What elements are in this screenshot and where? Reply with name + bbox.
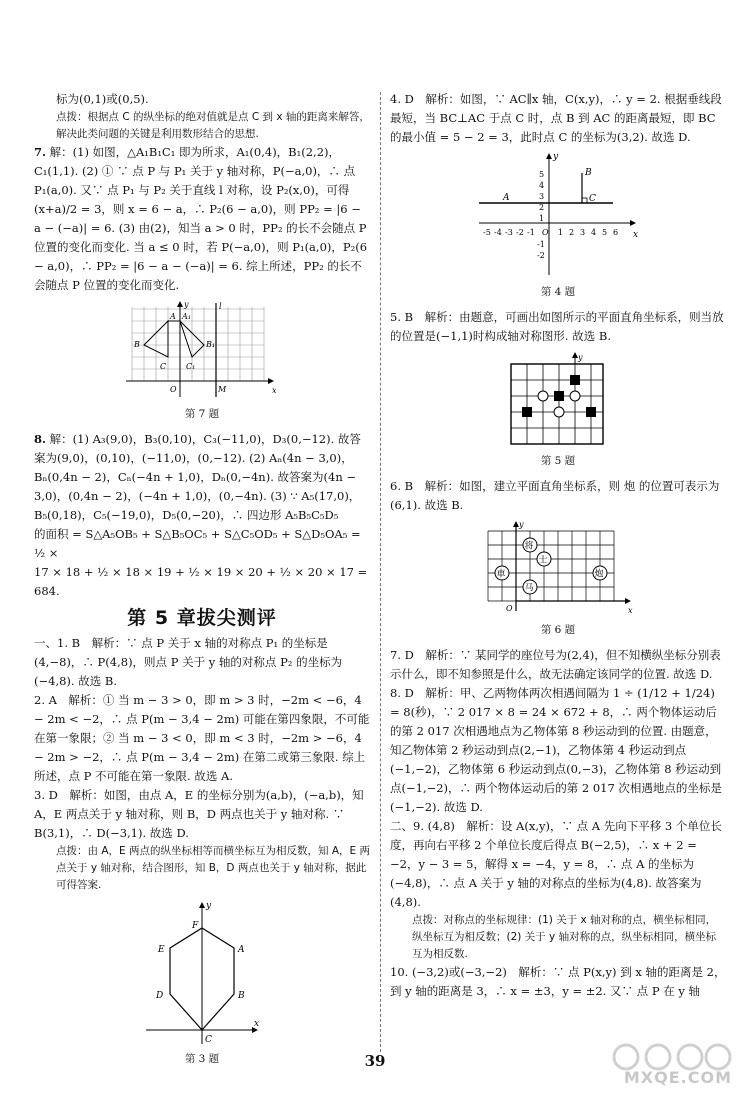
section1-question-2: 2. A 解析：① 当 m − 3 > 0，即 m > 3 时，−2m < −6，4 − 2m < −2，∴ 点 P(m − 3,4 − 2m) 可能在第四象限，不可能在第一象限；② 当 m − 3 < 0，即 m < 3 时，−2m > −6，4 − 2m > −2，∴ 点 P(m − 3,4 − 2m) 在第二或第三象限. 综上所述，点 P 不可能在第一象限. 故选 A. [34,693,370,783]
svg-text:1: 1 [539,214,545,223]
label-x: x [628,606,633,615]
svg-text:-2: -2 [537,251,545,260]
piece-shi: 士 [538,555,548,566]
label-D: D [156,991,164,1001]
svg-text:3: 3 [539,192,545,201]
question-6: 6. B 解析：如图，建立平面直角坐标系，则 炮 的位置可表示为(6,1). 故选 B. [390,479,720,512]
label-y: y [206,901,212,911]
question-10: 10. (−3,2)或(−3,−2) 解析：∵ 点 P(x,y) 到 x 轴的距离是 2，到 y 轴的距离是 3，∴ x = ±3，y = ±2. 又∵ 点 P 在 y 轴 [390,965,726,998]
label-B: B [134,340,140,349]
tip-note: 点拨：对称点的坐标规律：(1) 关于 x 轴对称的点，横坐标相同，纵坐标互为相反数；(2) 关于 y 轴对称的点，纵坐标相同，横坐标互为相反数. [412,914,717,960]
left-column [34,90,370,1075]
label-x: x [254,1019,260,1029]
figure-caption: 第 6 题 [540,624,576,636]
piece-che: 車 [496,569,506,580]
label-y: y [553,152,559,162]
piece-ma: 马 [524,583,534,594]
section2-question-9: 二、9. (4,8) 解析：设 A(x,y)，∵ 点 A 先向下平移 3 个单位长度，再向右平移 2 个单位长度后得点 B(−2,5)，∴ x + 2 = −2，y − 3 = 5，解得 x = −4，y = 8，∴ 点 A 的坐标为(−4,8)，∴ 点 A 关于 y 轴的对称点的坐标为(4,8). 故答案为(4,8). [390,819,722,909]
svg-text:5: 5 [539,170,545,179]
question-text: 解：(1) 如图，△A₁B₁C₁ 即为所求，A₁(0,4)，B₁(2,2)，C₁(1,1). (2) ① ∵ 点 P 与 P₁ 关于 y 轴对称，P(−a,0)，∴ 点 P₁(a,0). 又∵ 点 P₁ 与 P₂ 关于直线 l 对称，设 P₂(x,0)，可得 (x+a)/2 = 3，则 x = 6 − a，∴ P₂(6 − a,0)，则 PP₂ = |6 − a − (−a)| = 6. (3) 由(2)，知当 a > 0 时，PP₂ 的长不会随点 P 位置的变化而变化. 当 a ≤ 0 时，若 P(−a,0)，则 P₁(a,0)，P₂(6 − a,0)，∴ PP₂ = |6 − a − (−a)| = 6. 综上所述，PP₂ 的长不会随点 P 位置的变化而变化. [34,145,368,292]
figure-caption: 第 7 题 [184,408,220,420]
tip-note: 点拨：由 A，E 两点的纵坐标相等而横坐标互为相反数，知 A，E 两点关于 y 轴对称，结合图形，知 B，D 两点也关于 y 轴对称，据此可得答案. [56,845,370,891]
label-B1: B₁ [206,340,216,349]
figure-caption: 第 5 题 [540,455,576,467]
question-text: 解：(1) A₃(9,0)，B₃(0,10)，C₃(−11,0)，D₃(0,−12). 故答案为(9,0)，(0,10)，(−11,0)，(0,−12). (2) Aₙ(4n − 3,0)，Bₙ(0,4n − 2)，Cₙ(−4n + 1,0)，Dₙ(0,−4n). 故答案为(4n − 3,0)，(0,4n − 2)，(−4n + 1,0)，(0,−4n). (3) ∵ A₅(17,0)，B₅(0,18)，C₅(−19,0)，D₅(0,−20)，∴ 四边形 A₅B₅C₅D₅ [34,432,361,522]
svg-text:4: 4 [539,181,545,190]
page-number: 39 [364,1052,386,1070]
svg-text:3: 3 [580,228,586,237]
label-A: A [170,312,176,321]
question-8 [34,430,370,525]
label-O: O [506,604,513,613]
watermark-text: MXQE.COM [623,1068,732,1087]
label-F: F [192,921,199,931]
question-7: 7. D 解析：∵ 某同学的座位号为(2,4)，但不知横纵坐标分别表示什么，即不知参照是什么，故无法确定该同学的位置. 故选 D. [390,648,721,681]
label-O: O [542,228,549,237]
svg-text:1: 1 [558,228,564,237]
label-C1: C₁ [186,362,196,371]
label-A: A [238,945,245,955]
section1-question-1: 一、1. B 解析：∵ 点 P 关于 x 轴的对称点 P₁ 的坐标是(4,−8)，∴ P(4,8)，则点 P 关于 y 轴的对称点 P₂ 的坐标为(−4,8). 故选 B. [34,636,343,688]
question-7 [34,143,370,295]
label-O: O [170,385,177,394]
question-number: 8. [34,432,47,446]
label-M: M [218,385,227,394]
svg-text:-4: -4 [494,228,502,237]
label-B: B [238,991,245,1001]
label-x: x [633,230,639,240]
area-formula: 的面积 = S△A₅OB₅ + S△B₅OC₅ + S△C₅OD₅ + S△D₅OA₅ = ½ × [34,527,361,560]
figure-6-chess-board [478,519,638,619]
tip-note: 点拨：根据点 C 的纵坐标的绝对值就是点 C 到 x 轴的距离来解答，解决此类问题的关键是利用数形结合的思想. [56,111,370,140]
svg-text:2: 2 [569,228,575,237]
svg-text:4: 4 [591,228,597,237]
svg-text:6: 6 [613,228,619,237]
label-A1: A₁ [182,312,191,321]
label-C: C [589,194,596,204]
column-divider [380,92,381,1052]
question-5: 5. B 解析：由题意，可画出如图所示的平面直角坐标系，则当放的位置是(−1,1)时构成轴对称图形. 故选 B. [390,310,724,343]
label-x: x [272,386,277,395]
svg-text:-2: -2 [516,228,524,237]
paragraph: 标为(0,1)或(0,5). [56,92,149,106]
area-formula-result: 17 × 18 + ½ × 18 × 19 + ½ × 19 × 20 + ½ × 20 × 17 = 684. [34,565,368,598]
section1-question-3: 3. D 解析：如图，由点 A，E 的坐标分别为(a,b)，(−a,b)，知 A，E 两点关于 y 轴对称，则 B，D 两点也关于 y 轴对称. ∵ B(3,1)，∴ D(−3,1). 故选 D. [34,788,364,840]
piece-jiang: 将 [524,541,534,552]
svg-text:-1: -1 [537,240,545,249]
label-E: E [158,945,165,955]
svg-text:2: 2 [539,203,545,212]
figure-3-hexagon [142,898,262,1048]
svg-text:-3: -3 [505,228,513,237]
svg-text:5: 5 [602,228,608,237]
piece-pao: 炮 [594,569,604,580]
label-C: C [205,1035,212,1045]
svg-text:-5: -5 [483,228,491,237]
question-8: 8. D 解析：甲、乙两物体两次相遇间隔为 1 ÷ (1/12 + 1/24) = 8(秒)，∵ 2 017 × 8 = 24 × 672 + 8，∴ 两个物体运动后的第 2 017 次相遇地点为乙物体第 8 秒运动到的位置. 由题意，知乙物体第 2 秒运动到点(2,−1)，乙物体第 4 秒运动到点(−1,−2)，乙物体第 6 秒运动到点(0,−3)，乙物体第 8 秒运动到点(−1,−2)，∴ 两个物体运动后的第 2 017 次相遇地点的坐标是(−1,−2). 故选 D. [390,686,722,814]
figure-5-go-board [503,350,613,450]
label-A: A [503,193,510,203]
label-B: B [585,168,592,178]
label-C: C [160,362,167,371]
figure-caption: 第 4 题 [540,286,576,298]
question-number: 7. [34,145,47,159]
figure-caption: 第 3 题 [184,1053,220,1065]
figure-4-coordinate-plane [473,151,643,281]
label-l: l [219,302,222,311]
label-y: y [184,300,189,309]
right-column [390,90,726,1001]
section-title: 第 5 章拔尖测评 [127,607,277,629]
label-y: y [519,520,524,529]
svg-text:-1: -1 [527,228,535,237]
svg-text:y: y [578,353,583,362]
figure-7-grid [122,299,282,403]
question-4: 4. D 解析：如图，∵ AC∥x 轴，C(x,y)，∴ y = 2. 根据垂线段最短，当 BC⊥AC 于点 C 时，点 B 到 AC 的距离最短，即 BC 的最小值 = 5 − 2 = 3，此时点 C 的坐标为(3,2). 故选 D. [390,92,722,144]
